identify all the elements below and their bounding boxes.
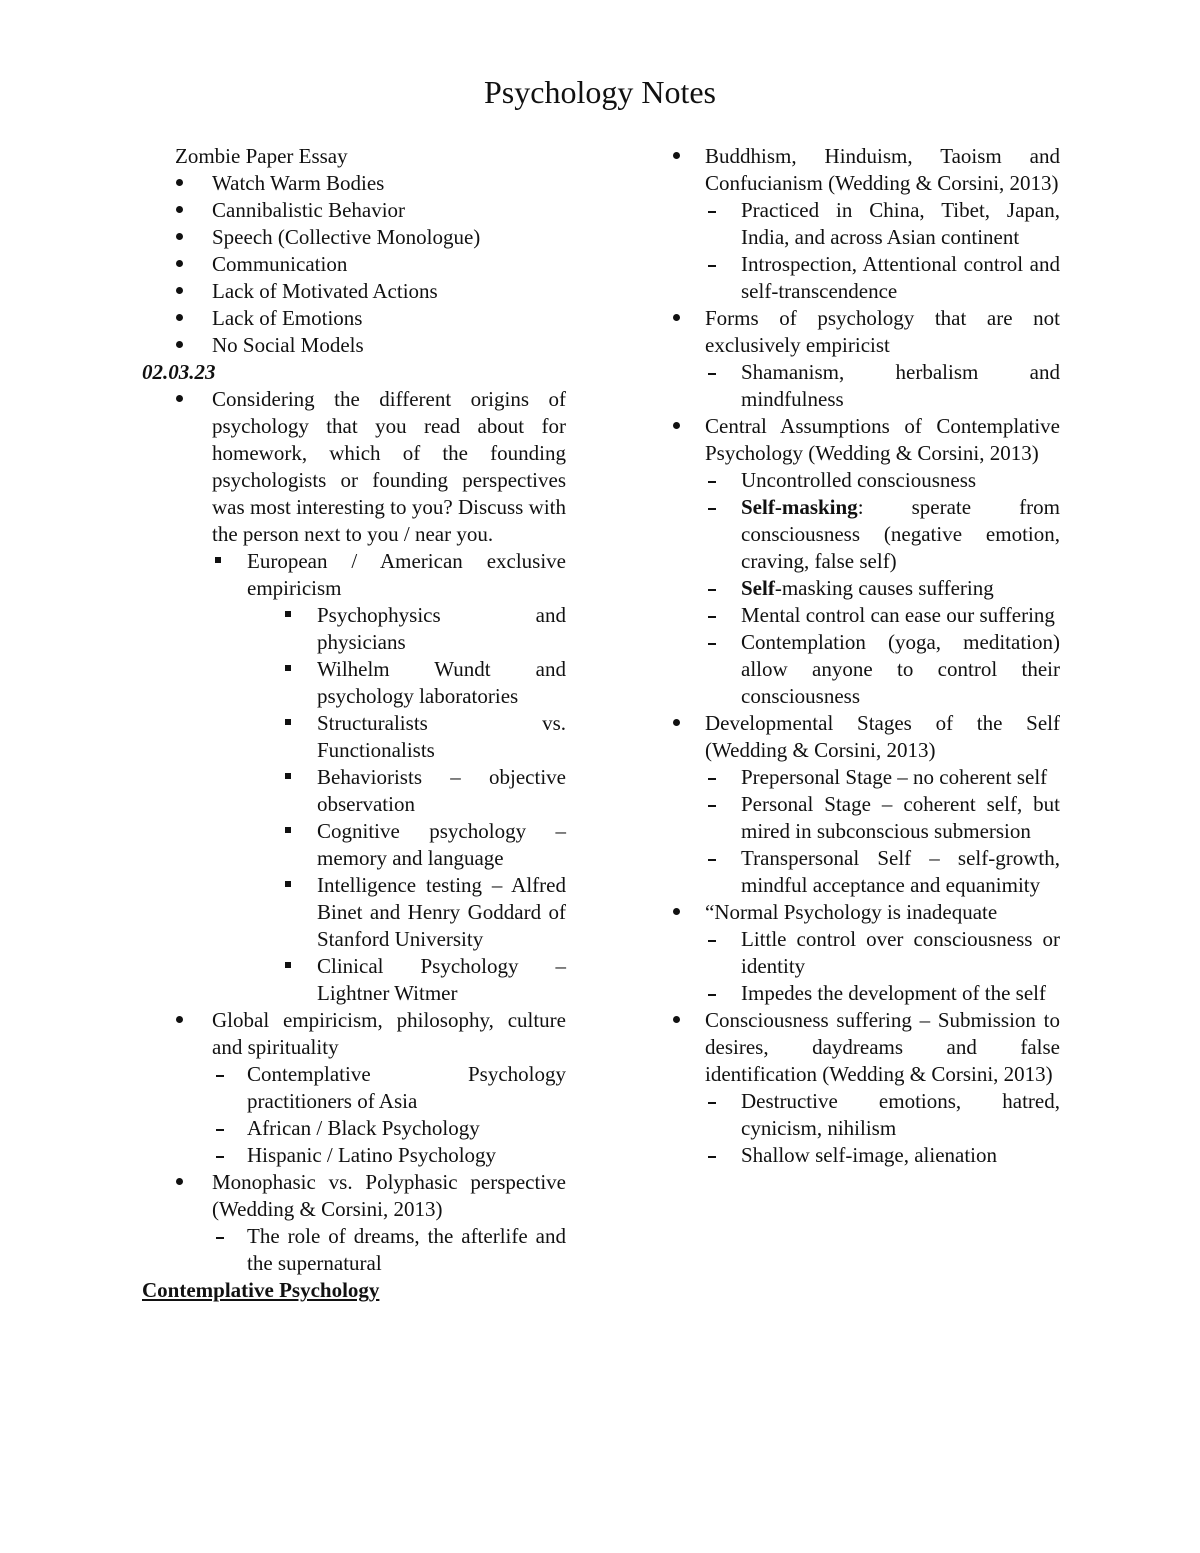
list-item — [142, 305, 566, 332]
dash-list-item — [142, 1115, 566, 1142]
sub-sub-list-item — [142, 953, 566, 1007]
square-bullet-icon — [215, 557, 221, 563]
list-item-text: Monophasic vs. Polyphasic perspective (Wedding & Corsini, 2013) — [212, 1170, 566, 1221]
right-column — [669, 143, 1060, 1169]
left-column — [142, 143, 566, 1304]
list-item-text: Shamanism, herbalism and mindfulness — [741, 360, 1060, 411]
bold-term: Self — [741, 576, 775, 600]
dash-bullet-icon — [216, 1237, 224, 1239]
list-item — [142, 1007, 566, 1061]
bullet-icon — [176, 260, 183, 267]
list-item-text: Speech (Collective Monologue) — [212, 225, 481, 249]
list-item-text: No Social Models — [212, 333, 364, 357]
dash-bullet-icon — [708, 481, 716, 483]
list-item-text: Communication — [212, 252, 348, 276]
list-item-text: Consciousness suffering – Submission to desires, daydreams and false identification (Wedding & Corsini, 2013) — [705, 1008, 1060, 1086]
bullet-icon — [673, 908, 680, 915]
list-item-text: Cannibalistic Behavior — [212, 198, 406, 222]
list-item-text: Introspection, Attentional control and self-transcendence — [741, 252, 1060, 303]
list-item — [669, 899, 1060, 926]
dash-bullet-icon — [708, 778, 716, 780]
list-item-text: Mental control can ease our suffering — [741, 603, 1055, 627]
dash-list-item — [142, 1223, 566, 1277]
list-item — [142, 278, 566, 305]
list-item — [669, 143, 1060, 197]
bullet-icon — [176, 206, 183, 213]
discussion-prompt: Considering the different origins of psychology that you read about for homework, which of the founding psychologists or founding perspectives was most interesting to you? Discuss with the person next to you / near you. — [212, 387, 566, 546]
list-item-text: Lack of Emotions — [212, 306, 363, 330]
bullet-icon — [176, 233, 183, 240]
term-description: -masking causes suffering — [774, 576, 994, 600]
dash-list-item — [669, 791, 1060, 845]
list-item — [669, 305, 1060, 359]
dash-bullet-icon — [708, 1156, 716, 1158]
date-heading — [142, 359, 566, 386]
dash-list-item — [669, 575, 1060, 602]
list-item-text: Structuralists vs. Functionalists — [317, 711, 566, 762]
list-item-text: Little control over consciousness or identity — [741, 927, 1060, 978]
list-item-text: European / American exclusive empiricism — [247, 549, 566, 600]
bullet-icon — [176, 179, 183, 186]
dash-bullet-icon — [216, 1129, 224, 1131]
sub-sub-list-item — [142, 710, 566, 764]
bullet-icon — [176, 314, 183, 321]
dash-bullet-icon — [708, 859, 716, 861]
list-item-text: Clinical Psychology – Lightner Witmer — [317, 954, 566, 1005]
bullet-icon — [673, 422, 680, 429]
list-item-text: Transpersonal Self – self-growth, mindful acceptance and equanimity — [741, 846, 1060, 897]
list-item-text: Forms of psychology that are not exclusively empiricist — [705, 306, 1060, 357]
list-item-text: Lack of Motivated Actions — [212, 279, 438, 303]
date-heading-text: 02.03.23 — [142, 360, 216, 384]
square-bullet-icon — [285, 962, 291, 968]
list-item — [142, 332, 566, 359]
dash-bullet-icon — [708, 940, 716, 942]
list-item-text: Intelligence testing – Alfred Binet and Henry Goddard of Stanford University — [317, 873, 566, 951]
page-title: Psychology Notes — [484, 74, 716, 110]
dash-list-item — [669, 1088, 1060, 1142]
list-item — [142, 170, 566, 197]
list-item — [142, 197, 566, 224]
square-bullet-icon — [285, 665, 291, 671]
dash-list-item — [669, 1142, 1060, 1169]
note-heading-text: Zombie Paper Essay — [175, 144, 348, 168]
bullet-icon — [176, 395, 183, 402]
list-item-text: The role of dreams, the afterlife and the supernatural — [247, 1224, 566, 1275]
square-bullet-icon — [285, 773, 291, 779]
list-item-text: Central Assumptions of Contemplative Psychology (Wedding & Corsini, 2013) — [705, 414, 1060, 465]
list-item-text: “Normal Psychology is inadequate — [705, 900, 998, 924]
dash-list-item — [669, 494, 1060, 575]
dash-bullet-icon — [708, 211, 716, 213]
section-heading — [142, 1277, 566, 1304]
list-item — [669, 413, 1060, 467]
list-item-text: Hispanic / Latino Psychology — [247, 1143, 497, 1167]
bullet-icon — [176, 341, 183, 348]
note-heading — [142, 143, 566, 170]
list-item-text: Impedes the development of the self — [741, 981, 1046, 1005]
bullet-icon — [673, 152, 680, 159]
list-item-text — [741, 494, 1060, 575]
bullet-icon — [176, 287, 183, 294]
list-item-text: Global empiricism, philosophy, culture and spirituality — [212, 1008, 566, 1059]
list-item-text: African / Black Psychology — [247, 1116, 480, 1140]
bullet-icon — [673, 1016, 680, 1023]
sub-sub-list-item — [142, 602, 566, 656]
dash-list-item — [669, 359, 1060, 413]
list-item-text: Personal Stage – coherent self, but mired in subconscious submersion — [741, 792, 1060, 843]
list-item — [142, 1169, 566, 1223]
bullet-icon — [176, 1016, 183, 1023]
bold-term: Self-masking — [741, 495, 858, 519]
dash-list-item — [142, 1142, 566, 1169]
bullet-icon — [673, 314, 680, 321]
list-item-text: Contemplative Psychology practitioners of Asia — [247, 1062, 566, 1113]
square-bullet-icon — [285, 719, 291, 725]
sub-sub-list-item — [142, 872, 566, 953]
dash-list-item — [669, 197, 1060, 251]
list-item-text: Developmental Stages of the Self (Wedding & Corsini, 2013) — [705, 711, 1060, 762]
dash-list-item — [669, 980, 1060, 1007]
dash-list-item — [669, 629, 1060, 710]
bullet-icon — [673, 719, 680, 726]
dash-list-item — [669, 845, 1060, 899]
list-item-text: Watch Warm Bodies — [212, 171, 385, 195]
list-item — [669, 710, 1060, 764]
list-item-text: Shallow self-image, alienation — [741, 1143, 998, 1167]
list-item — [669, 1007, 1060, 1088]
dash-bullet-icon — [708, 265, 716, 267]
list-item-text: Wilhelm Wundt and psychology laboratories — [317, 657, 566, 708]
dash-bullet-icon — [708, 616, 716, 618]
dash-bullet-icon — [708, 373, 716, 375]
square-bullet-icon — [285, 827, 291, 833]
sub-sub-list-item — [142, 656, 566, 710]
dash-bullet-icon — [216, 1156, 224, 1158]
sub-sub-list-item — [142, 764, 566, 818]
list-item-text — [741, 575, 1060, 602]
list-item-text: Cognitive psychology – memory and language — [317, 819, 566, 870]
dash-bullet-icon — [708, 1102, 716, 1104]
dash-list-item — [669, 926, 1060, 980]
list-item-text: Prepersonal Stage – no coherent self — [741, 765, 1048, 789]
list-item — [142, 251, 566, 278]
list-item — [142, 386, 566, 548]
list-item-text: Uncontrolled consciousness — [741, 468, 977, 492]
dash-list-item — [669, 467, 1060, 494]
list-item-text: Behaviorists – objective observation — [317, 765, 566, 816]
dash-list-item — [669, 251, 1060, 305]
section-heading-text: Contemplative Psychology — [142, 1278, 380, 1302]
sub-sub-list-item — [142, 818, 566, 872]
dash-bullet-icon — [708, 508, 716, 510]
list-item-text: Psychophysics and physicians — [317, 603, 566, 654]
dash-list-item — [142, 1061, 566, 1115]
dash-bullet-icon — [708, 643, 716, 645]
bullet-icon — [176, 1178, 183, 1185]
dash-bullet-icon — [708, 994, 716, 996]
dash-bullet-icon — [216, 1075, 224, 1077]
list-item — [142, 224, 566, 251]
list-item-text: Contemplation (yoga, meditation) allow anyone to control their consciousness — [741, 630, 1060, 708]
term-description: : sperate from consciousness (negative emotion, craving, false self) — [741, 495, 1060, 573]
square-bullet-icon — [285, 881, 291, 887]
square-bullet-icon — [285, 611, 291, 617]
list-item-text: Buddhism, Hinduism, Taoism and Confucianism (Wedding & Corsini, 2013) — [705, 144, 1060, 195]
dash-bullet-icon — [708, 805, 716, 807]
sub-list-item — [142, 548, 566, 602]
dash-list-item — [669, 602, 1060, 629]
list-item-text: Practiced in China, Tibet, Japan, India, and across Asian continent — [741, 198, 1060, 249]
list-item-text: Destructive emotions, hatred, cynicism, nihilism — [741, 1089, 1060, 1140]
dash-bullet-icon — [708, 589, 716, 591]
dash-list-item — [669, 764, 1060, 791]
